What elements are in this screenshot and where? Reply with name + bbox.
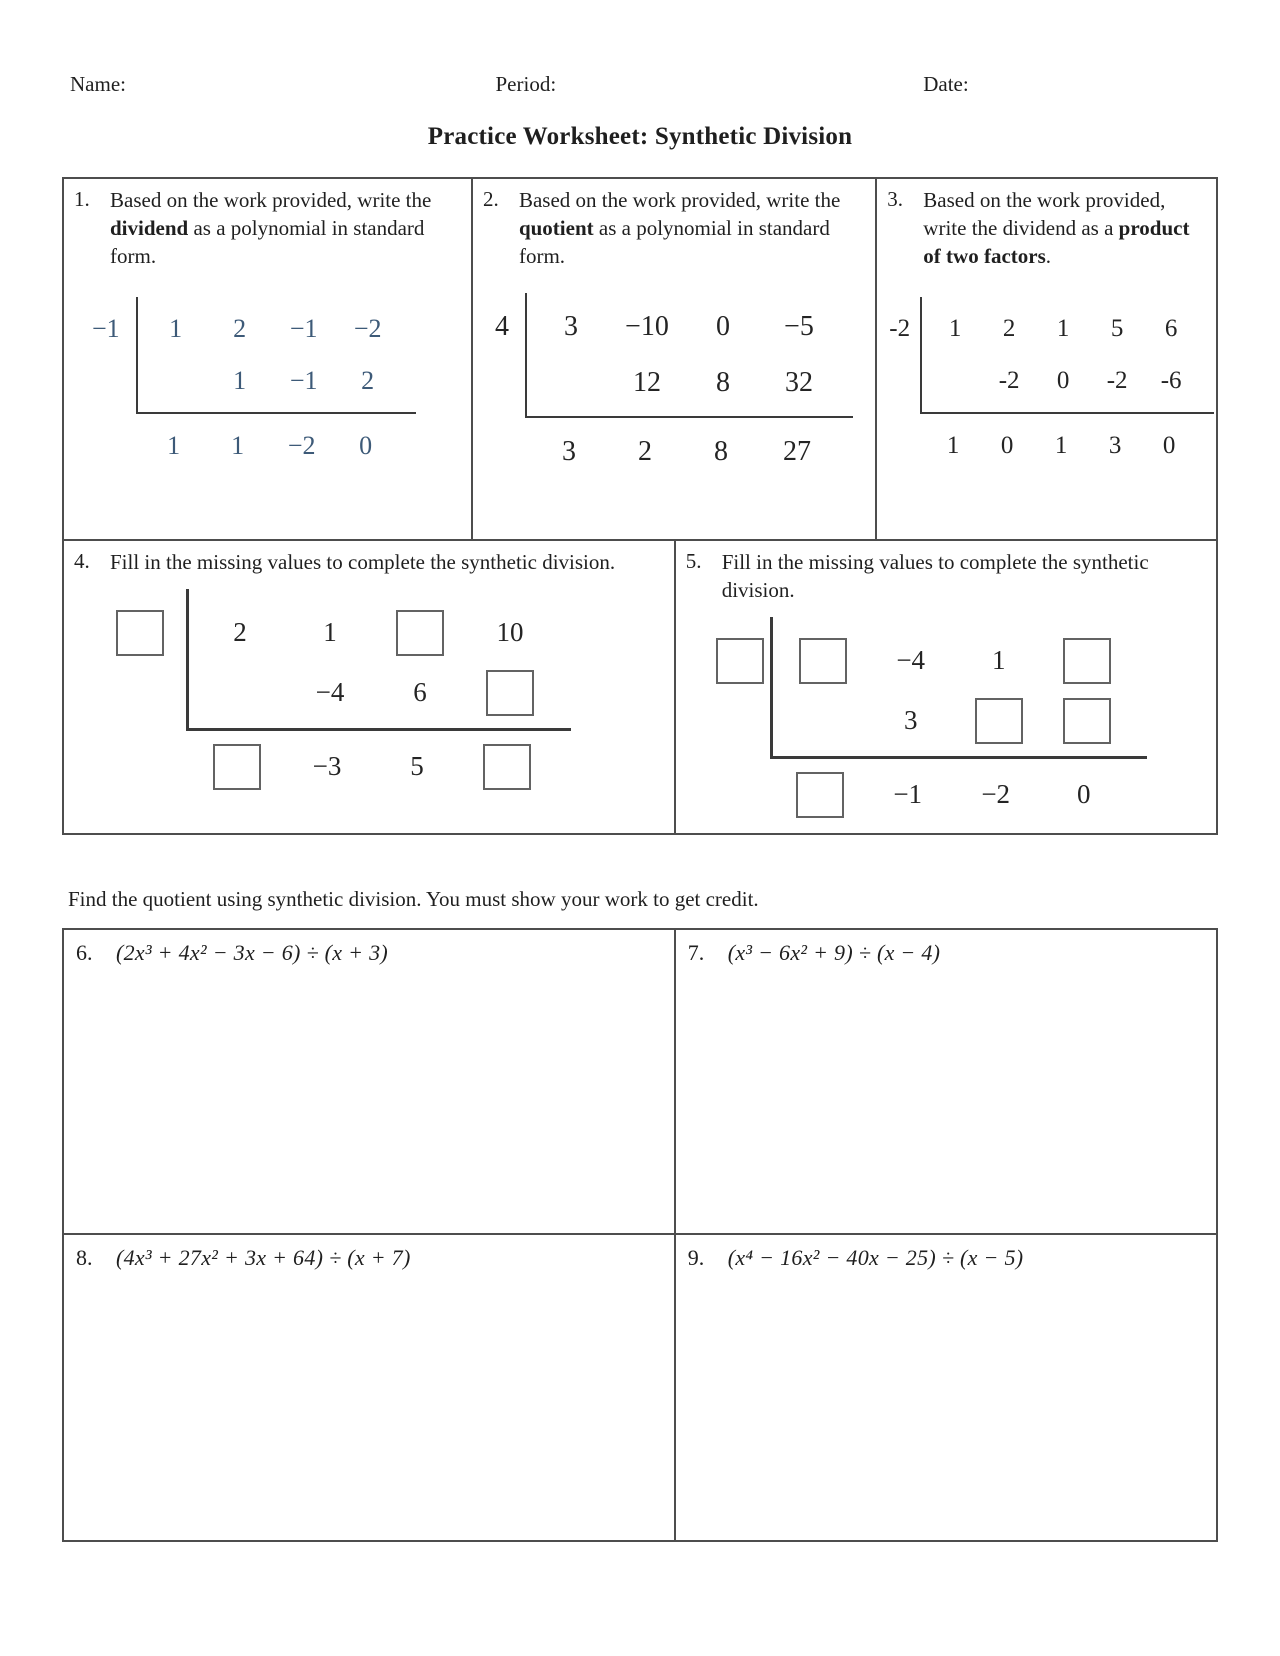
problem-4-header (74, 549, 664, 577)
sd-number: 8 (715, 366, 730, 398)
sd-row (533, 355, 837, 411)
sd-number-cell (372, 737, 462, 797)
date-label: Date: (923, 72, 969, 96)
sd-bracket (186, 589, 571, 731)
prompt-bold-text: dividend (110, 215, 189, 240)
sd-number-cell (683, 424, 759, 480)
problems-row-4-5 (64, 539, 1216, 833)
problem-7-cell (676, 930, 1216, 1235)
sd-number: 1 (231, 430, 245, 460)
sd-row (144, 355, 400, 407)
sd-row (776, 765, 1131, 825)
sd-number: −10 (625, 310, 669, 342)
sd-number-cell (285, 603, 375, 663)
sd-box-cell (465, 663, 555, 723)
sd-number-cell (336, 303, 400, 355)
problem-4-number: 4. (74, 549, 90, 573)
problem-9-expression: (x⁴ − 16x² − 40x − 25) ÷ (x − 5) (727, 1244, 1024, 1270)
sd-divisor (716, 631, 770, 691)
sd-divisor (889, 303, 920, 355)
problem-6-expression: (2x³ + 4x² − 3x − 6) ÷ (x + 3) (116, 939, 389, 965)
prompt-text: Based on the work provided, write the dividend as a (923, 188, 1166, 240)
instruction-text: Find the quotient using synthetic division. You must show your work to get credit. (68, 886, 759, 911)
sd-row (531, 424, 837, 480)
answer-box (116, 610, 164, 656)
problem-5-prompt (722, 549, 1206, 605)
problems-row-1-3 (64, 179, 1216, 539)
sd-row (142, 420, 400, 472)
sd-number: 1 (946, 431, 960, 459)
sd-row (144, 303, 400, 355)
sd-empty-cell (928, 355, 982, 407)
sd-box-cell (955, 691, 1043, 751)
page-title: Practice Worksheet: Synthetic Division (427, 123, 853, 150)
sd-number-cell (1144, 303, 1198, 355)
problem-5-number: 5. (685, 549, 702, 573)
answer-box (796, 772, 844, 818)
sd-number-cell (982, 355, 1036, 407)
answer-box (1063, 638, 1111, 684)
sd-divisor (495, 299, 525, 355)
sd-number: 0 (1076, 779, 1091, 810)
sd-number-cell (1040, 765, 1128, 825)
sd-empty-cell (533, 355, 609, 411)
sd-number-cell (1144, 355, 1198, 407)
problem-4-prompt (110, 549, 664, 577)
sd-number: -2 (998, 366, 1020, 394)
answer-box (1063, 698, 1111, 744)
sd-number: 2 (233, 617, 247, 648)
sd-number-cell (1036, 303, 1090, 355)
problems-table-top (62, 177, 1218, 835)
sd-number: -2 (889, 314, 911, 342)
sd-row (928, 355, 1198, 407)
sd-number: 27 (782, 435, 811, 467)
sd-empty-cell (144, 355, 208, 407)
sd-divisor (116, 603, 186, 663)
prompt-text: Based on the work provided, write the (518, 188, 841, 212)
problem-7-number: 7. (687, 939, 705, 965)
sd-number-cell (980, 420, 1034, 472)
problem-9-header (688, 1245, 1204, 1271)
sd-number-cell (685, 299, 761, 355)
sd-number-cell (1088, 420, 1142, 472)
sd-row (928, 303, 1198, 355)
sd-number: 1 (991, 645, 1006, 676)
sd-box-cell (116, 603, 164, 663)
sd-number: −2 (287, 430, 316, 460)
answer-box (213, 744, 261, 790)
sd-number-cell (336, 355, 400, 407)
synthetic-division-work-2 (495, 293, 853, 480)
sd-empty-cell (779, 691, 867, 751)
sd-bracket (136, 297, 416, 414)
synthetic-division-work-1 (92, 297, 416, 472)
problem-6-number: 6. (76, 939, 93, 965)
problem-8-header (76, 1245, 662, 1271)
sd-number-cell (926, 420, 980, 472)
sd-number: 3 (563, 310, 578, 342)
sd-number-cell (495, 299, 509, 355)
prompt-text: Fill in the missing values to complete the synthetic division. (110, 550, 616, 574)
sd-box-cell (776, 765, 864, 825)
sd-number: 5 (1110, 314, 1124, 342)
sd-number: −1 (92, 313, 120, 343)
answer-box (799, 638, 847, 684)
sd-row (195, 603, 555, 663)
sd-bracket (920, 297, 1214, 414)
sd-number-cell (533, 299, 609, 355)
prompt-text: . (1045, 243, 1051, 268)
prompt-bold-text: product of two factors (923, 215, 1190, 268)
problem-1-header (74, 187, 461, 271)
sd-box-cell (1043, 691, 1131, 751)
answer-box (975, 698, 1023, 744)
sd-row (192, 737, 555, 797)
sd-number-cell (465, 603, 555, 663)
sd-number-cell (952, 765, 1040, 825)
sd-number: 0 (715, 310, 730, 342)
prompt-text: as a polynomial in standard form. (518, 215, 830, 268)
sd-number-cell (928, 303, 982, 355)
sd-number: 1 (233, 365, 247, 395)
sd-number: -2 (1106, 366, 1128, 394)
sd-number: 2 (637, 435, 652, 467)
sd-number: 2 (1002, 314, 1016, 342)
problem-4-cell (64, 541, 676, 833)
prompt-text: Based on the work provided, write the (110, 188, 432, 212)
sd-number: 0 (1162, 431, 1176, 459)
sd-box-cell (462, 737, 552, 797)
sd-number-cell (144, 303, 208, 355)
problem-2-prompt (519, 187, 865, 271)
sd-number-cell (864, 765, 952, 825)
sd-result-row (525, 418, 853, 480)
sd-number: 0 (359, 430, 373, 460)
sd-box-cell (779, 631, 867, 691)
sd-number-cell (609, 299, 685, 355)
sd-number: 0 (1056, 366, 1070, 394)
answer-box (483, 744, 531, 790)
sd-number: −2 (353, 313, 382, 343)
sd-number-cell (761, 299, 837, 355)
sd-number: −2 (981, 779, 1011, 810)
problem-2-cell (473, 179, 877, 539)
sd-box-cell (716, 631, 764, 691)
sd-number-cell (759, 424, 835, 480)
problem-8-cell (64, 1235, 676, 1540)
sd-number-cell (1034, 420, 1088, 472)
sd-number-cell (761, 355, 837, 411)
sd-number: 1 (948, 314, 962, 342)
period-label: Period: (495, 72, 557, 96)
problem-6-cell (64, 930, 676, 1235)
sd-number-cell (889, 303, 910, 355)
sd-divisor (92, 303, 136, 355)
sd-number-cell (607, 424, 683, 480)
problem-8-number: 8. (76, 1244, 93, 1270)
sd-number: 0 (1000, 431, 1014, 459)
synthetic-division-work-4 (116, 589, 571, 797)
sd-box-cell (1043, 631, 1131, 691)
sd-number-cell (867, 691, 955, 751)
sd-number: 6 (1164, 314, 1178, 342)
sd-box-cell (375, 603, 465, 663)
sd-number: 12 (632, 366, 661, 398)
prompt-text: as a polynomial in standard form. (110, 215, 425, 268)
problem-8-expression: (4x³ + 27x² + 3x + 64) ÷ (x + 7) (116, 1244, 411, 1270)
sd-number: −4 (896, 645, 926, 676)
sd-number-cell (142, 420, 206, 472)
prompt-bold-text: quotient (518, 215, 594, 240)
sd-number-cell (334, 420, 398, 472)
sd-number: 3 (561, 435, 576, 467)
sd-row (533, 299, 837, 355)
problem-3-number: 3. (887, 187, 904, 211)
problem-1-number: 1. (74, 187, 90, 211)
sd-number-cell (270, 420, 334, 472)
sd-number: 5 (410, 751, 424, 782)
sd-number: −1 (289, 313, 318, 343)
sd-number-cell (1090, 303, 1144, 355)
sd-number: −4 (315, 677, 345, 708)
sd-number-cell (609, 355, 685, 411)
problem-1-cell (64, 179, 473, 539)
problem-7-header (688, 940, 1204, 966)
sd-number: 4 (494, 310, 509, 342)
sd-number: 32 (784, 366, 813, 398)
sd-result-row (186, 731, 571, 797)
sd-bracket (770, 617, 1147, 759)
header-fields (62, 72, 1218, 97)
sd-number-cell (867, 631, 955, 691)
problem-3-header (887, 187, 1206, 271)
sd-number-cell (208, 355, 272, 407)
sd-number: 6 (413, 677, 427, 708)
sd-number-cell (206, 420, 270, 472)
sd-number-cell (272, 355, 336, 407)
problem-5-header (686, 549, 1206, 605)
sd-result-row (136, 414, 416, 472)
problem-3-prompt (923, 187, 1206, 271)
sd-row (926, 420, 1198, 472)
problem-7-expression: (x³ − 6x² + 9) ÷ (x − 4) (727, 939, 941, 965)
sd-number-cell (685, 355, 761, 411)
synthetic-division-work-3 (889, 297, 1214, 472)
problem-9-number: 9. (687, 1244, 705, 1270)
name-label: Name: (70, 72, 126, 96)
sd-number: −3 (312, 751, 342, 782)
sd-number: 3 (1108, 431, 1122, 459)
sd-number-cell (92, 303, 120, 355)
sd-number: -6 (1160, 366, 1182, 394)
problems-table-bottom (62, 928, 1218, 1542)
answer-box (396, 610, 444, 656)
sd-row (195, 663, 555, 723)
sd-row (779, 691, 1131, 751)
sd-number-cell (955, 631, 1043, 691)
sd-number: 1 (167, 430, 181, 460)
synthetic-division-work-5 (716, 617, 1147, 825)
sd-number: 2 (361, 365, 375, 395)
problem-2-number: 2. (482, 187, 499, 211)
problem-6-header (76, 940, 662, 966)
sd-number: −5 (784, 310, 814, 342)
prompt-text: Fill in the missing values to complete the synthetic division. (721, 550, 1149, 602)
sd-number-cell (982, 303, 1036, 355)
sd-number: −1 (289, 365, 318, 395)
sd-number-cell (195, 603, 285, 663)
sd-bracket (525, 293, 853, 418)
sd-result-row (920, 414, 1214, 472)
sd-number-cell (531, 424, 607, 480)
problem-2-header (483, 187, 865, 271)
sd-number: 1 (323, 617, 337, 648)
sd-number: 1 (1056, 314, 1070, 342)
sd-number: 10 (496, 617, 524, 648)
problem-3-cell (877, 179, 1216, 539)
sd-number-cell (1090, 355, 1144, 407)
sd-number-cell (282, 737, 372, 797)
problem-5-cell (676, 541, 1216, 833)
answer-box (486, 670, 534, 716)
sd-empty-cell (195, 663, 285, 723)
sd-row (779, 631, 1131, 691)
sd-number-cell (375, 663, 465, 723)
sd-number: 2 (233, 313, 247, 343)
sd-number: 1 (169, 313, 183, 343)
answer-box (716, 638, 764, 684)
problem-9-cell (676, 1235, 1216, 1540)
sd-result-row (770, 759, 1147, 825)
sd-number: −1 (893, 779, 923, 810)
sd-number: 3 (903, 705, 918, 736)
sd-box-cell (192, 737, 282, 797)
sd-number-cell (1142, 420, 1196, 472)
sd-number-cell (1036, 355, 1090, 407)
sd-number-cell (272, 303, 336, 355)
sd-number-cell (208, 303, 272, 355)
problem-1-prompt (110, 187, 461, 271)
sd-number-cell (285, 663, 375, 723)
sd-number: 8 (713, 435, 728, 467)
sd-number: 1 (1054, 431, 1068, 459)
